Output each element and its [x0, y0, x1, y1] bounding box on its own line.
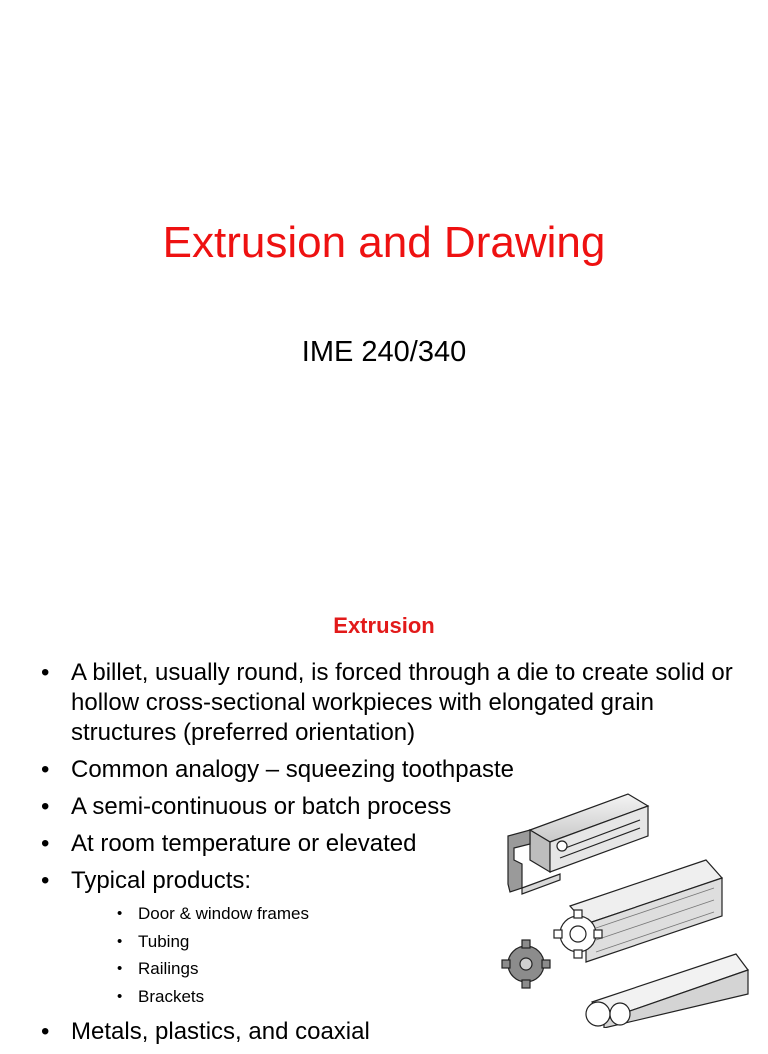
channel-profile — [508, 794, 648, 894]
bullet-item: • Common analogy – squeezing toothpaste — [38, 755, 738, 785]
bullet-item: • Metals, plastics, and coaxial — [38, 1017, 738, 1047]
extruded-profiles-illustration — [500, 788, 750, 1028]
rail-profile — [586, 954, 748, 1028]
bullet-item: • A semi-continuous or batch process — [38, 792, 738, 822]
sub-bullet-item: • Tubing — [71, 928, 738, 956]
slide-heading: Extrusion — [333, 613, 435, 638]
slide-subtitle: IME 240/340 — [301, 336, 467, 368]
gear-profile — [502, 860, 722, 988]
sub-bullet-item: • Brackets — [71, 983, 738, 1011]
extrusion-slide — [0, 580, 768, 1045]
bullet-item: • At room temperature or elevated — [38, 829, 738, 859]
bullet-item: • A billet, usually round, is forced through a die to create solid or hollow cross-sectional workpieces with elongated grain structures (preferred orientation) — [38, 658, 738, 748]
slide-title: Extrusion and Drawing — [162, 218, 606, 267]
sub-bullet-item: • Door & window frames — [71, 900, 738, 928]
sub-bullet-item: • Railings — [71, 955, 738, 983]
bullet-item: • Typical products: • Door & window frames • Tubing • Railings • Brackets — [38, 866, 738, 1010]
